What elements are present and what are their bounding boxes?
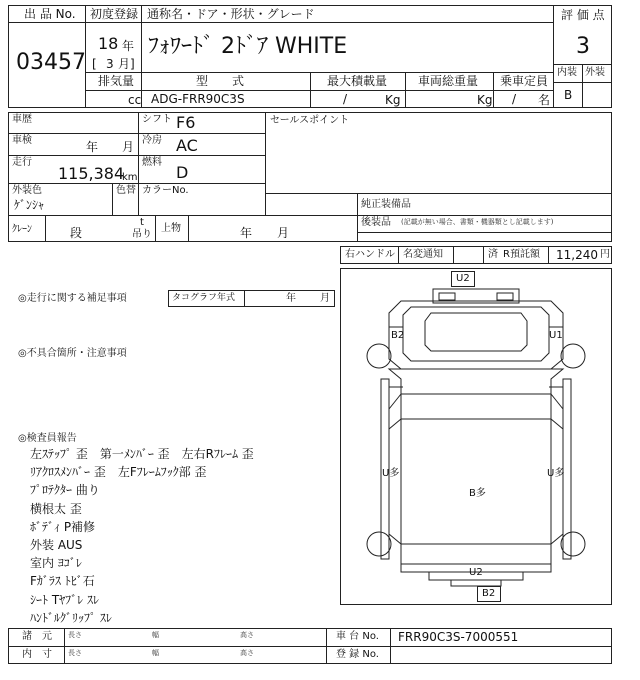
report-line: 外装 AUS <box>30 538 83 552</box>
shift-value: F6 <box>176 113 196 132</box>
report-line: 横根太 歪 <box>30 502 82 516</box>
inner-label: 内 寸 <box>22 649 52 660</box>
deposit-label: 済 <box>488 249 498 260</box>
damage-code-u1-right: U1 <box>549 330 563 341</box>
chassis-number: FRR90C3S-7000551 <box>398 630 519 644</box>
inspection-year: 年 <box>86 140 99 154</box>
report-line: ｼｰﾄ Tﾔﾌﾞﾚ ｽﾚ <box>30 593 99 607</box>
damage-code-b2-bottom: B2 <box>482 588 496 599</box>
reg-month: 3 <box>106 57 114 71</box>
recycle-label: R預託額 <box>503 249 540 260</box>
recycle-unit: 円 <box>600 249 610 260</box>
first-reg-label: 初度登録 <box>90 7 139 21</box>
damage-code-u-many-right: U多 <box>547 468 565 479</box>
gross-weight-label: 車両総重量 <box>418 74 479 88</box>
supplement-label: ◎走行に関する補足事項 <box>18 293 127 304</box>
crane-ton-top: t <box>140 217 144 228</box>
report-line: 室内 ﾖｺﾞﾚ <box>30 556 82 570</box>
reg-month-open: [ <box>92 57 97 71</box>
report-line: ﾊﾝﾄﾞﾙｸﾞﾘｯﾌﾟ ｽﾚ <box>30 611 112 625</box>
damage-code-u2-bottom: U2 <box>469 567 483 578</box>
fuel-label: 燃料 <box>142 157 162 168</box>
inner-length-label: 長さ <box>68 649 82 657</box>
lot-number: 03457 <box>16 50 86 75</box>
recycle-amount: 11,240 <box>556 248 598 262</box>
report-line: Fｶﾞﾗｽ ﾄﾋﾞ石 <box>30 574 95 588</box>
max-load-slash: / <box>343 92 348 106</box>
truck-outline <box>341 269 611 604</box>
upper-year: 年 <box>240 226 253 240</box>
mileage-unit: km <box>122 172 138 183</box>
height-label: 高さ <box>240 631 254 639</box>
max-load-unit: Kg <box>385 93 401 107</box>
capacity-unit: 名 <box>538 93 551 107</box>
score-value: 3 <box>576 34 590 59</box>
lot-label: 出 品 No. <box>24 7 76 21</box>
model-label: 型 式 <box>196 74 245 88</box>
tacho-month: 月 <box>320 293 330 304</box>
std-equip-label: 純正装備品 <box>361 199 411 210</box>
inspection-month: 月 <box>122 140 135 154</box>
reg-no-label: 登 録 No. <box>336 649 379 660</box>
capacity-slash: / <box>512 92 517 106</box>
inner-width-label: 幅 <box>152 649 159 657</box>
mileage-label: 走行 <box>12 157 32 168</box>
max-load-label: 最大積載量 <box>327 74 388 88</box>
dims-label: 諸 元 <box>22 631 52 642</box>
shift-label: シフト <box>142 114 172 125</box>
report-line: ﾌﾟﾛﾃｸﾀｰ 曲り <box>30 483 100 497</box>
fuel-value: D <box>176 163 189 182</box>
color-label: 外装色 <box>12 185 42 196</box>
tacho-year: 年 <box>286 293 296 304</box>
score-label: 評 価 点 <box>561 8 605 22</box>
defects-label: ◎不具合箇所・注意事項 <box>18 348 127 359</box>
capacity-label: 乗車定員 <box>500 74 549 88</box>
name-change-label: 名変通知 <box>403 249 443 260</box>
color-value: ｹﾞﾝｼｬ <box>14 198 45 212</box>
history-label: 車歴 <box>12 114 32 125</box>
vehicle-name: ﾌｫﾜｰﾄﾞ 2ﾄﾞｱ WHITE <box>148 34 348 59</box>
report-line: ﾘｱｸﾛｽﾒﾝﾊﾞｰ 歪 左Fﾌﾚｰﾑﾌｯｸ部 歪 <box>30 465 207 479</box>
rhd-label: 右ハンドル <box>345 249 395 260</box>
displacement-label: 排気量 <box>98 74 135 88</box>
crane-label: ｸﾚｰﾝ <box>12 224 32 235</box>
ac-value: AC <box>176 136 198 155</box>
ac-label: 冷房 <box>142 135 162 146</box>
model-value: ADG-FRR90C3S <box>151 92 245 106</box>
aftermarket-note: (記載が無い場合、書類・機器類とし記載します) <box>401 218 554 226</box>
mileage-value: 115,384 <box>58 164 125 183</box>
crane-ton: 吊り <box>132 229 152 240</box>
inspector-label: ◎検査員報告 <box>18 433 77 444</box>
crane-stage: 段 <box>70 226 83 240</box>
interior-label: 内装 <box>557 67 577 78</box>
upper-label: 上物 <box>161 223 181 234</box>
displacement-unit: cc <box>128 93 142 107</box>
tacho-label: タコグラフ年式 <box>172 293 236 303</box>
chassis-label: 車 台 No. <box>336 631 379 642</box>
length-label: 長さ <box>68 631 82 639</box>
name-label: 通称名・ドア・形状・グレード <box>147 7 315 21</box>
sales-point-label: セールスポイント <box>270 115 350 126</box>
color-change-label: 色替 <box>116 185 136 196</box>
width-label: 幅 <box>152 631 159 639</box>
reg-year-unit: 年 <box>122 39 135 53</box>
interior-grade: B <box>564 88 573 102</box>
aftermarket-label: 後装品 <box>361 217 391 228</box>
exterior-label: 外装 <box>585 67 605 78</box>
reg-month-unit: 月] <box>118 57 135 71</box>
truck-diagram <box>340 268 612 605</box>
report-line: 左ｽﾃｯﾌﾟ 歪 第一ﾒﾝﾊﾞｰ 歪 左右Rﾌﾚｰﾑ 歪 <box>30 447 254 461</box>
color-code-label: カラーNo. <box>142 185 189 196</box>
inner-height-label: 高さ <box>240 649 254 657</box>
reg-year: 18 <box>98 34 119 53</box>
damage-code-u-many-left: U多 <box>382 468 400 479</box>
gross-unit: Kg <box>477 93 493 107</box>
report-line: ﾎﾞﾃﾞｨ P補修 <box>30 520 96 534</box>
damage-code-b-many-center: B多 <box>469 488 486 499</box>
inspection-label: 車検 <box>12 135 32 146</box>
damage-code-u2-top: U2 <box>456 273 470 284</box>
damage-code-b2-left: B2 <box>391 330 405 341</box>
upper-month: 月 <box>277 226 290 240</box>
